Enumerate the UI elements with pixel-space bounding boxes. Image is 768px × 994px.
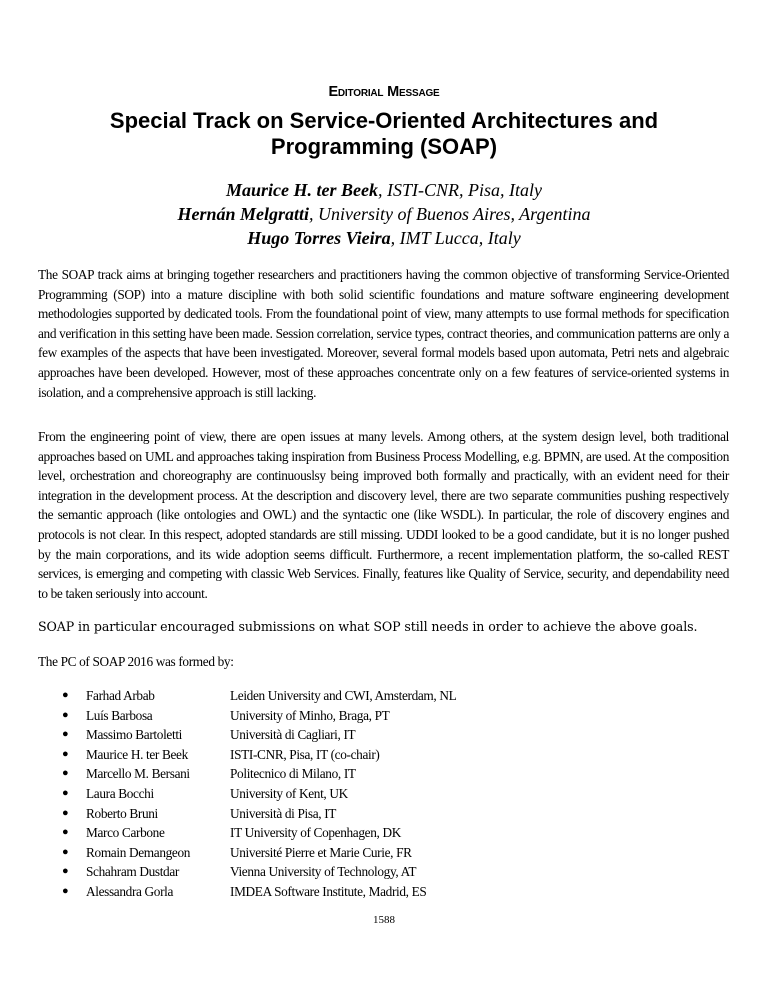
member-affiliation: Leiden University and CWI, Amsterdam, NL <box>230 688 457 703</box>
member-name: Schahram Dustdar <box>86 864 179 880</box>
member-name: Laura Bocchi <box>86 785 154 801</box>
section-heading: Editorial Message <box>328 84 440 100</box>
author-affiliation: , IMT Lucca, Italy <box>390 228 521 248</box>
member-affiliation: IMDEA Software Institute, Madrid, ES <box>230 883 427 899</box>
member-name: Alessandra Gorla <box>86 883 174 899</box>
member-name: Maurice H. ter Beek <box>86 746 188 762</box>
list-item <box>0 862 768 882</box>
bullet-icon: ● <box>62 865 69 878</box>
member-name: Marco Carbone <box>86 825 165 841</box>
list-item <box>0 882 768 902</box>
author-affiliation: , ISTI-CNR, Pisa, Italy <box>377 180 542 200</box>
member-affiliation: University of Minho, Braga, PT <box>230 707 390 723</box>
member-name: Roberto Bruni <box>86 805 158 821</box>
goals-sentence: SOAP in particular encouraged submissions on what SOP still needs in order to achieve the above goals. <box>38 619 698 634</box>
author-line <box>0 203 768 225</box>
member-name: Farhad Arbab <box>86 688 155 703</box>
list-item <box>0 686 768 706</box>
author-line <box>0 179 768 201</box>
author-name: Maurice H. ter Beek <box>226 180 378 200</box>
bullet-icon: ● <box>62 708 69 721</box>
member-affiliation: IT University of Copenhagen, DK <box>230 825 401 841</box>
member-name: Marcello M. Bersani <box>86 766 190 782</box>
member-name: Massimo Bartoletti <box>86 727 183 743</box>
list-item <box>0 823 768 843</box>
pc-intro: The PC of SOAP 2016 was formed by: <box>38 654 234 669</box>
member-affiliation: Vienna University of Technology, AT <box>230 864 417 880</box>
member-affiliation: ISTI-CNR, Pisa, IT (co-chair) <box>230 746 380 762</box>
page-number: 1588 <box>373 914 395 926</box>
member-affiliation: Università di Cagliari, IT <box>230 727 356 743</box>
list-item <box>0 745 768 765</box>
member-affiliation: University of Kent, UK <box>230 785 348 801</box>
body-paragraph: From the engineering point of view, there are open issues at many levels. Among others, at the system design level, both traditional approaches based on UML and approaches taking inspiration from Business Process Modelling, e.g. BPMN, are used. At the composition level, orchestration and choreography are continuouslsy being improved both formally and practically, with an evident need for their integration in the development process. At the description and discovery level, there are two separate communities pushing respectively the semantic approach (like ontologies and OWL) and the syntactic one (like WSDL). In particular, the role of discovery engines and protocols is not clear. In this respect, adopted standards are still missing. UDDI looked to be a good candidate, but it is no longer pushed by the main corporations, and its wide adoption seems difficult. Furthermore, a recent implementation platform, the so-called REST services, is emerging and competing with classic Web Services. Finally, features like Quality of Service, security, and dependability need to be taken seriously into account. <box>38 429 729 601</box>
bullet-icon: ● <box>62 689 69 701</box>
author-affiliation: , University of Buenos Aires, Argentina <box>309 204 591 224</box>
bullet-icon: ● <box>62 747 69 760</box>
member-affiliation: Université Pierre et Marie Curie, FR <box>230 844 412 860</box>
author-line <box>0 227 768 249</box>
document-title: Special Track on Service-Oriented Architectures and Programming (SOAP) <box>109 108 659 159</box>
bullet-icon: ● <box>62 884 69 897</box>
bullet-icon: ● <box>62 826 69 839</box>
member-affiliation: Università di Pisa, IT <box>230 805 337 821</box>
member-name: Luís Barbosa <box>86 707 153 723</box>
author-name: Hugo Torres Vieira <box>247 228 391 248</box>
list-item <box>0 804 768 824</box>
bullet-icon: ● <box>62 806 69 819</box>
list-item <box>0 764 768 784</box>
bullet-icon: ● <box>62 767 69 780</box>
pc-member-list <box>0 686 768 902</box>
list-item <box>0 784 768 804</box>
member-name: Romain Demangeon <box>86 844 191 860</box>
list-item <box>0 843 768 863</box>
list-item <box>0 706 768 726</box>
bullet-icon: ● <box>62 728 69 741</box>
bullet-icon: ● <box>62 786 69 799</box>
bullet-icon: ● <box>62 845 69 858</box>
author-name: Hernán Melgratti <box>177 204 310 224</box>
body-paragraph: The SOAP track aims at bringing together researchers and practitioners having the common objective of transforming Service-Oriented Programming (SOP) into a mature discipline with both solid scientific foundations and mature software engineering development methodologies supported by dedicated tools. From the foundational point of view, many attempts to use formal methods for specification and verification in this setting have been made. Session correlation, service types, contract theories, and communication patterns are only a few examples of the aspects that have been investigated. Moreover, several formal models based upon automata, Petri nets and algebraic approaches have been developed. However, most of these approaches concentrate only on a few features of service-oriented systems in isolation, and a comprehensive approach is still lacking. <box>38 267 729 400</box>
member-affiliation: Politecnico di Milano, IT <box>230 766 356 782</box>
list-item <box>0 725 768 745</box>
